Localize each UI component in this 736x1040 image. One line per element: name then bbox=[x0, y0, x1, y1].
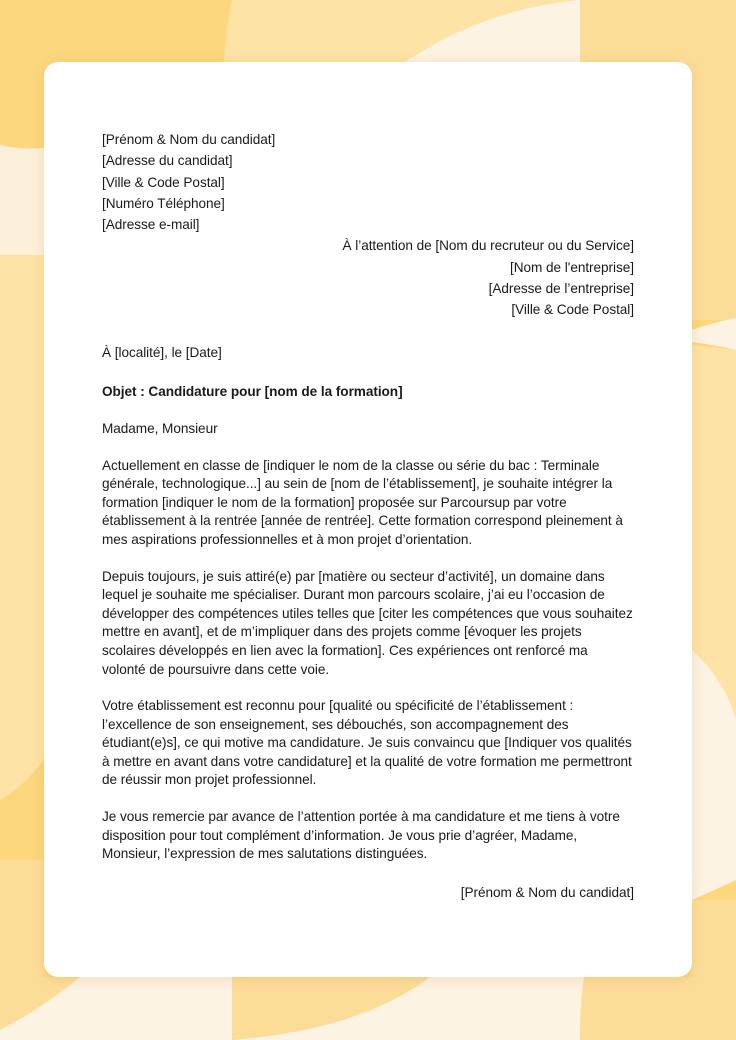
sender-name: [Prénom & Nom du candidat] bbox=[102, 132, 276, 147]
salutation: Madame, Monsieur bbox=[102, 421, 218, 437]
paragraph-establishment: Votre établissement est reconnu pour [qualité ou spécificité de l’établissement : l’excellence de son enseignement, ses débouchés, son accompagnement des étudiant(e)s], ce qui motive ma candidature. Je suis convaincu que [Indiquer vos qualités à mettre en avant dans votre candidature] et la qualité de votre formation me permettront de réussir mon projet professionnel. bbox=[102, 698, 632, 788]
recipient-company: [Nom de l'entreprise] bbox=[510, 259, 634, 275]
recipient-city-zip: [Ville & Code Postal] bbox=[511, 302, 634, 318]
paragraph-closing: Je vous remercie par avance de l’attention portée à ma candidature et me tiens à votre disposition pour tout complément d’information. Je vous prie d’agréer, Madame, Monsieur, l’expression de mes salutations distinguées. bbox=[102, 809, 620, 862]
cover-letter bbox=[102, 129, 634, 917]
sender-email: [Adresse e-mail] bbox=[102, 217, 200, 233]
signature: [Prénom & Nom du candidat] bbox=[460, 884, 634, 900]
sender-block bbox=[102, 129, 634, 235]
paragraph-intro: Actuellement en classe de [indiquer le nom de la classe ou série du bac : Terminale générale, technologique...] au sein de [nom de l’établissement], je souhaite intégrer la formation [indiquer le nom de la formation] proposée sur Parcoursup par votre établissement à la rentrée [année de rentrée]. Cette formation correspond pleinement à mes aspirations professionnelles et à mon projet d’orientation. bbox=[102, 457, 623, 547]
recipient-attention: À l’attention de [Nom du recruteur ou du Service] bbox=[342, 238, 634, 254]
paragraph-motivation: Depuis toujours, je suis attiré(e) par [matière ou secteur d’activité], un domaine dans lequel je souhaite me spécialiser. Durant mon parcours scolaire, j’ai eu l’occasion de développer des compétences utiles telles que [citer les compétences que vous souhaitez mettre en avant], et de m’impliquer dans des projets comme [évoquer les projets scolaires développés en lien avec la formation]. Ces expériences ont renforcé ma volonté de poursuivre dans cette voie. bbox=[102, 568, 633, 677]
sender-phone: [Numéro Téléphone] bbox=[102, 195, 225, 211]
recipient-block bbox=[102, 235, 634, 320]
place-date: À [localité], le [Date] bbox=[102, 344, 222, 360]
subject-line: Objet : Candidature pour [nom de la formation] bbox=[102, 383, 403, 399]
sender-address: [Adresse du candidat] bbox=[102, 153, 233, 169]
sender-city-zip: [Ville & Code Postal] bbox=[102, 174, 225, 190]
recipient-address: [Adresse de l’entreprise] bbox=[488, 281, 634, 297]
